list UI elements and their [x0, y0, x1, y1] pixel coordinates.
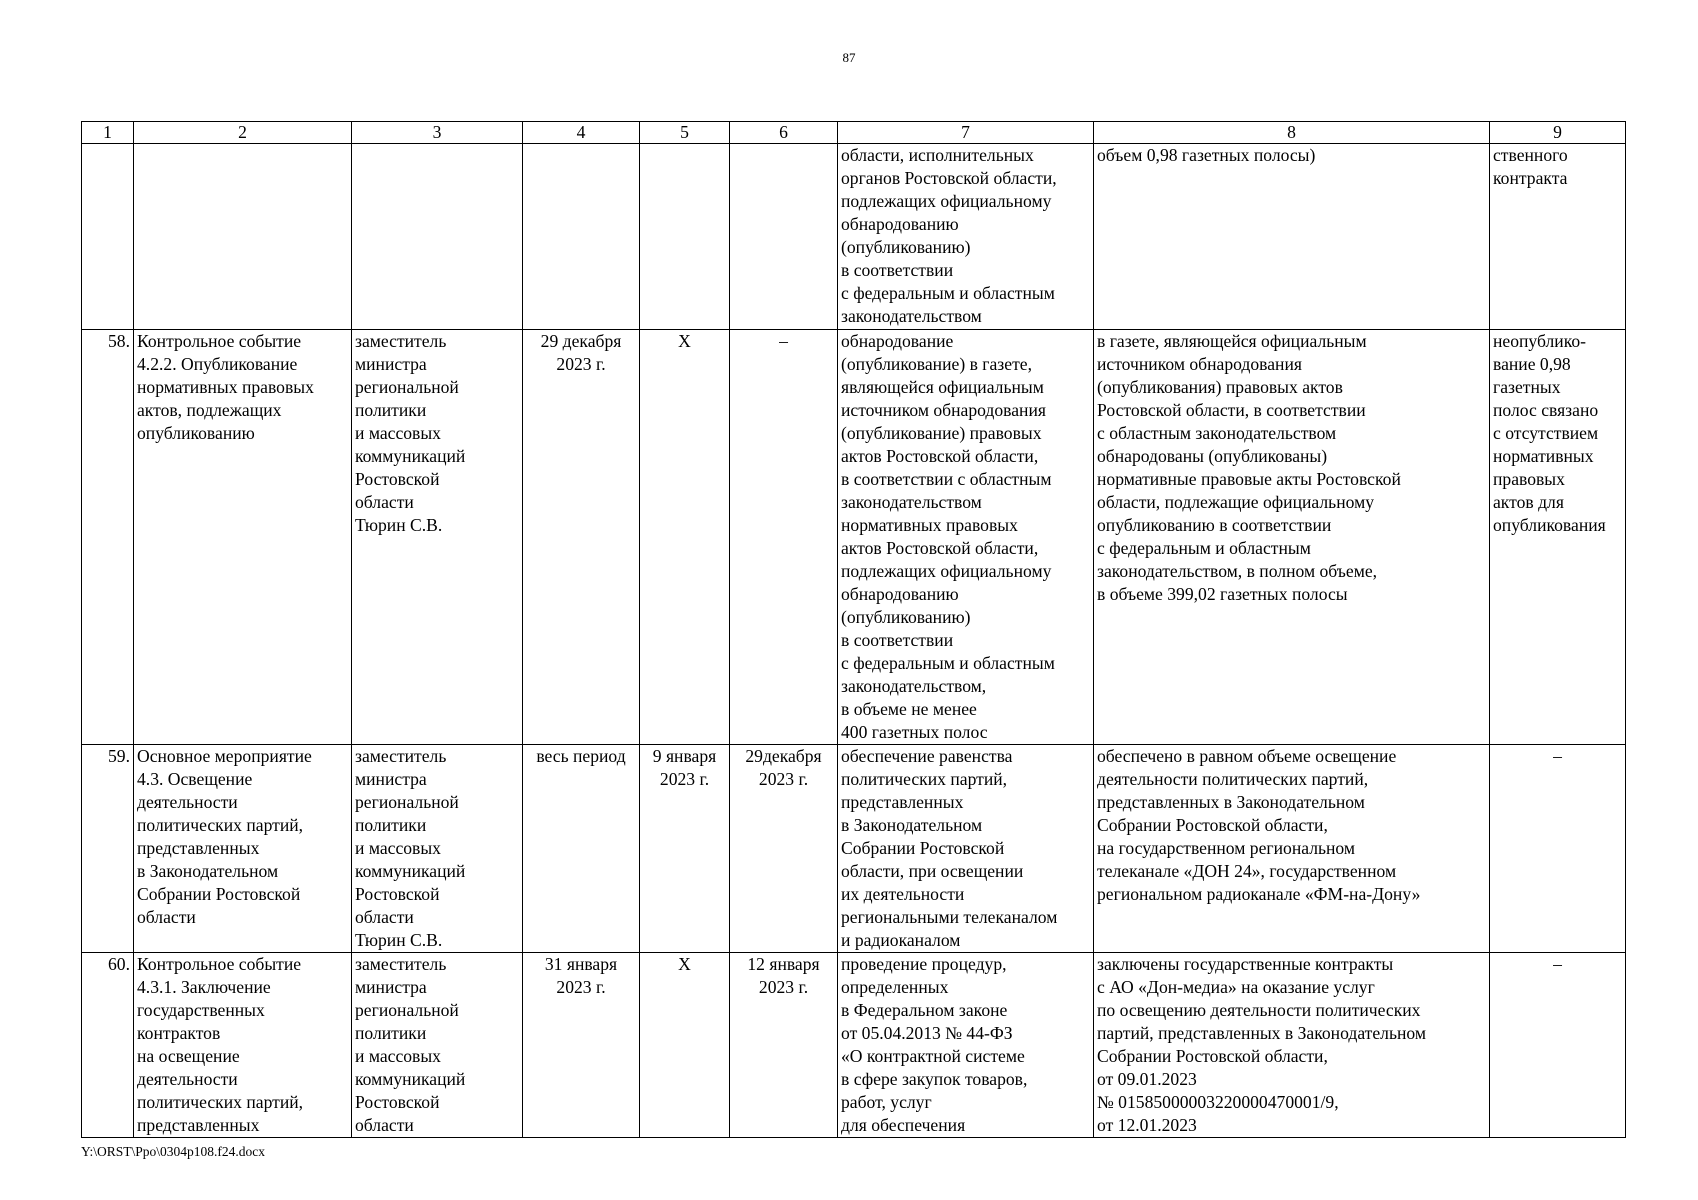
actual-start-cell: [640, 144, 730, 330]
report-table: [81, 121, 1626, 1138]
actual-end-cell: –: [730, 330, 838, 745]
responsible-cell: заместитель министра региональной политики и массовых коммуникаций Ростовской области Тюрин С.В.: [352, 745, 523, 953]
planned-date-cell: 31 января 2023 г.: [523, 953, 640, 1138]
actual-end-cell: 12 января 2023 г.: [730, 953, 838, 1138]
actual-start-cell: 9 января 2023 г.: [640, 745, 730, 953]
actual-start-cell: X: [640, 953, 730, 1138]
column-header: 4: [523, 122, 640, 144]
table-row-60: [82, 953, 1626, 1138]
event-name-cell: Контрольное событие 4.2.2. Опубликование нормативных правовых актов, подлежащих опубликованию: [134, 330, 352, 745]
actual-result-cell: заключены государственные контракты с АО «Дон-медиа» на оказание услуг по освещению деятельности политических партий, представленных в Законодательном Собрании Ростовской области, от 09.01.2023 № 0158500000322000047000​1/9, от 12.01.2023: [1094, 953, 1490, 1138]
column-header: 3: [352, 122, 523, 144]
column-header: 2: [134, 122, 352, 144]
planned-date-cell: [523, 144, 640, 330]
event-name-cell: Основное мероприятие 4.3. Освещение деятельности политических партий, представленных в Законодательном Собрании Ростовской области: [134, 745, 352, 953]
reason-cell: –: [1490, 953, 1626, 1138]
planned-result-cell: области, исполнительных органов Ростовской области, подлежащих официальному обнародованию (опубликованию) в соответствии с федеральным и областным законодательством: [838, 144, 1094, 330]
event-name-cell: Контрольное событие 4.3.1. Заключение государственных контрактов на освещение деятельности политических партий, представленных: [134, 953, 352, 1138]
planned-result-cell: обнародование (опубликование) в газете, являющейся официальным источником обнародования (опубликование) правовых актов Ростовской области, в соответствии с областным законодательством нормативных правовых актов Ростовской области, подлежащих официальному обнародованию (опубликованию) в соответствии с федеральным и областным законодательством, в объеме не менее 400 газетных полос: [838, 330, 1094, 745]
planned-date-cell: весь период: [523, 745, 640, 953]
footer-file-path: Y:\ORST\Ppo\0304p108.f24.docx: [81, 1144, 266, 1159]
planned-result-cell: обеспечение равенства политических партий, представленных в Законодательном Собрании Ростовской области, при освещении их деятельности региональными телеканалом и радиоканалом: [838, 745, 1094, 953]
column-number-header-row: [82, 122, 1626, 144]
row-number-cell: 60.: [82, 953, 134, 1138]
column-header: 5: [640, 122, 730, 144]
actual-result-cell: в газете, являющейся официальным источником обнародования (опубликования) правовых актов Ростовской области, в соответствии с областным законодательством обнародованы (опубликованы) нормативные правовые акты Ростовской области, подлежащие официальному опубликованию в соответствии с федеральным и областным законодательством, в полном объеме, в объеме 399,02 газетных полосы: [1094, 330, 1490, 745]
column-header: 6: [730, 122, 838, 144]
table-row-continuation: [82, 144, 1626, 330]
row-number-cell: 59.: [82, 745, 134, 953]
responsible-cell: [352, 144, 523, 330]
column-header: 1: [82, 122, 134, 144]
column-header: 8: [1094, 122, 1490, 144]
page-number: 87: [842, 50, 856, 65]
actual-start-cell: X: [640, 330, 730, 745]
reason-cell: неопублико- вание 0,98 газетных полос связано с отсутствием нормативных правовых актов для опубликования: [1490, 330, 1626, 745]
row-number-cell: 58.: [82, 330, 134, 745]
responsible-cell: заместитель министра региональной политики и массовых коммуникаций Ростовской области: [352, 953, 523, 1138]
actual-end-cell: [730, 144, 838, 330]
actual-end-cell: 29декабря 2023 г.: [730, 745, 838, 953]
planned-result-cell: проведение процедур, определенных в Федеральном законе от 05.04.2013 № 44-ФЗ «О контрактной системе в сфере закупок товаров, работ, услуг для обеспечения: [838, 953, 1094, 1138]
planned-date-cell: 29 декабря 2023 г.: [523, 330, 640, 745]
column-header: 9: [1490, 122, 1626, 144]
actual-result-cell: объем 0,98 газетных полосы): [1094, 144, 1490, 330]
reason-cell: ственного контракта: [1490, 144, 1626, 330]
row-number-cell: [82, 144, 134, 330]
column-header: 7: [838, 122, 1094, 144]
table-row-58: [82, 330, 1626, 745]
event-name-cell: [134, 144, 352, 330]
responsible-cell: заместитель министра региональной политики и массовых коммуникаций Ростовской области Тюрин С.В.: [352, 330, 523, 745]
table-row-59: [82, 745, 1626, 953]
reason-cell: –: [1490, 745, 1626, 953]
actual-result-cell: обеспечено в равном объеме освещение деятельности политических партий, представленных в Законодательном Собрании Ростовской области, на государственном региональном телеканале «ДОН 24», государственном региональном радиоканале «ФМ-на-Дону»: [1094, 745, 1490, 953]
